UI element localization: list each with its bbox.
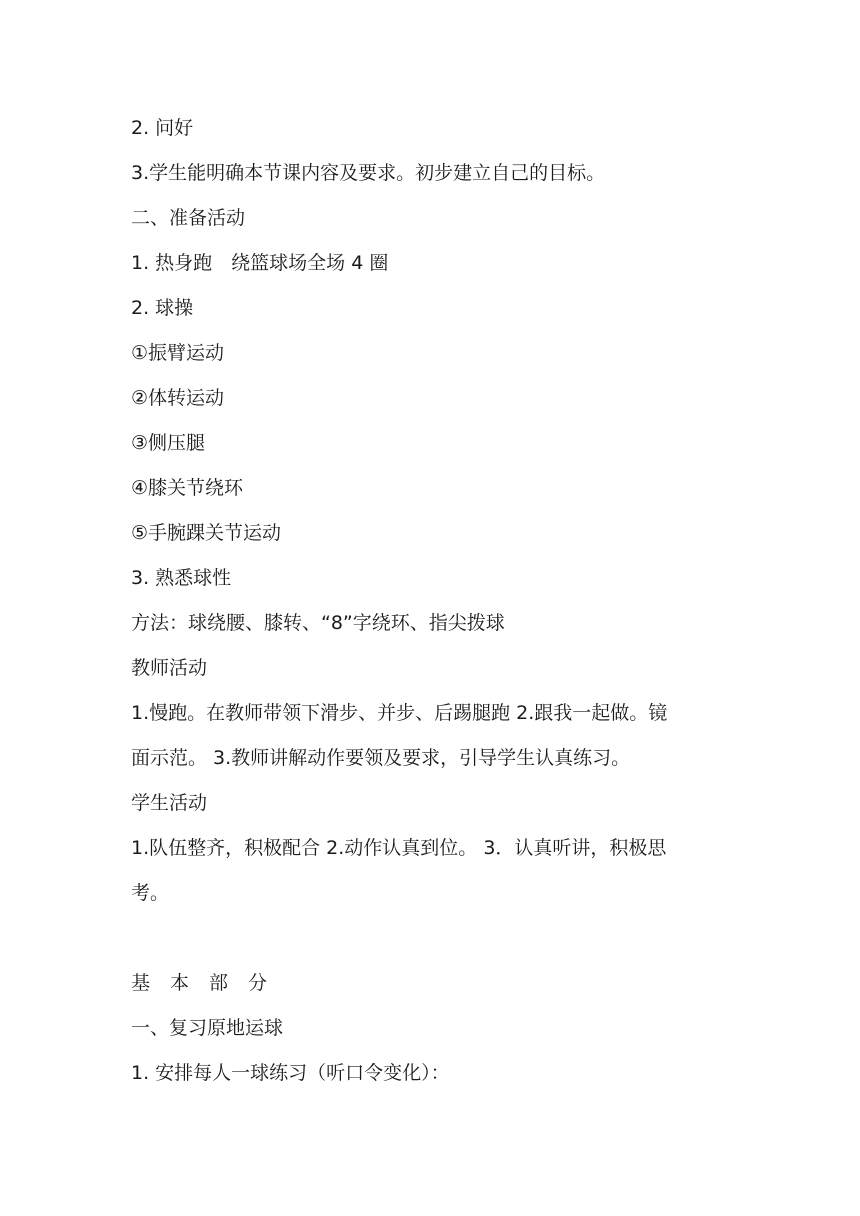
text-line: 面示范。 3.教师讲解动作要领及要求，引导学生认真练习。 (131, 747, 631, 769)
list-item: ⑤手腕踝关节运动 (131, 522, 282, 544)
text-line: 2. 问好 (131, 117, 194, 139)
text-line: 1. 安排每人一球练习（听口令变化）： (131, 1062, 450, 1084)
list-item: ②体转运动 (131, 387, 225, 409)
text-line: 考。 (131, 882, 170, 904)
text-line: 3.学生能明确本节课内容及要求。初步建立自己的目标。 (131, 162, 606, 184)
subheading: 学生活动 (131, 792, 208, 814)
list-item: ④膝关节绕环 (131, 477, 244, 499)
text-line: 方法：球绕腰、膝转、“8”字绕环、指尖拨球 (131, 612, 505, 634)
text-line: 1.慢跑。在教师带领下滑步、并步、后踢腿跑 2.跟我一起做。镜 (131, 702, 668, 724)
subheading: 教师活动 (131, 657, 208, 679)
section-heading: 基本部分 (131, 972, 288, 994)
text-line: 2. 球操 (131, 297, 194, 319)
list-item: ③侧压腿 (131, 432, 206, 454)
section-heading: 二、准备活动 (131, 207, 246, 229)
list-item: ①振臂运动 (131, 342, 225, 364)
section-heading: 一、复习原地运球 (131, 1017, 284, 1039)
text-line: 3. 熟悉球性 (131, 567, 232, 589)
text-line: 1. 热身跑 绕篮球场全场 4 圈 (131, 252, 389, 274)
text-line: 1.队伍整齐，积极配合 2.动作认真到位。 3．认真听讲，积极思 (131, 837, 667, 859)
